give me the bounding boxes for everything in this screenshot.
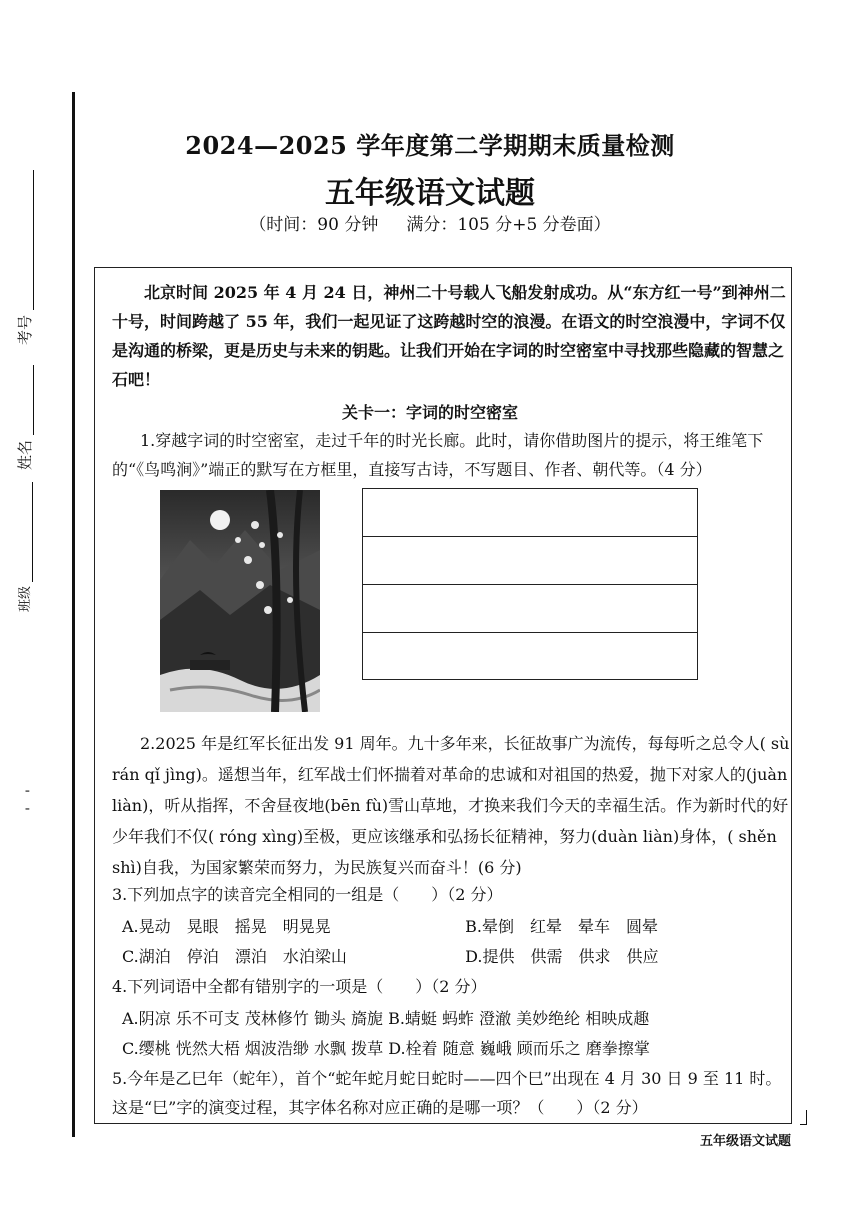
frame-corner-mark (800, 1110, 807, 1125)
answer-box[interactable] (362, 488, 698, 680)
page-footer: 五年级语文试题 (700, 1134, 792, 1149)
exam-title: 2024—2025 学年度第二学期期末质量检测 (185, 131, 675, 160)
class-field[interactable] (14, 482, 33, 612)
q4-options-row-2: C.缨桃 恍然大梧 烟波浩缈 水飘 拨草 D.栓着 随意 巍峨 顾而乐之 磨拳擦掌 (122, 1039, 650, 1058)
class-label: 班级 (18, 585, 33, 612)
paper-title: 五年级语文试题 (325, 176, 535, 211)
q3-option-c: C.湖泊 停泊 漂泊 水泊梁山 (122, 947, 347, 966)
answer-line (363, 584, 697, 585)
question-1: 1.穿越字词的时空密室，走过千年的时光长廊。此时，请你借助图片的提示，将王维笔下的“《鸟鸣涧》”端正的默写在方框里，直接写古诗，不写题目、作者、朝代等。（4 分） (112, 431, 764, 479)
answer-line (363, 632, 697, 633)
exam-score: 满分：105 分+5 分卷面） (406, 215, 611, 235)
exam-number-label: 考号 (16, 314, 34, 345)
exam-info (0, 210, 860, 235)
section-title: 关卡一：字词的时空密室 (341, 403, 518, 422)
q3-options-row-1 (122, 914, 658, 937)
moon-icon (210, 510, 230, 530)
poem-illustration (160, 490, 320, 712)
q3-option-b: B.晕倒 红晕 晕车 圆晕 (465, 917, 659, 936)
question-4: 4.下列词语中全都有错别字的一项是（ ）（2 分） (112, 977, 487, 996)
margin-mark: ' ' (23, 789, 40, 811)
answer-line (363, 536, 697, 537)
name-label: 姓名 (16, 439, 34, 470)
question-3: 3.下列加点字的读音完全相同的一组是（ ）（2 分） (112, 885, 503, 904)
q3-options-row-2 (122, 944, 659, 967)
exam-time: （时间：90 分钟 (249, 215, 379, 235)
intro-paragraph: 北京时间 2025 年 4 月 24 日，神州二十号载人飞船发射成功。从“东方红一号”到神州二十号，时间跨越了 55 年，我们一起见证了这跨越时空的浪漫。在语文的时空浪漫中，字词不仅是沟通的桥梁，更是历史与未来的钥匙。让我们开始在字词的时空密室中寻找那些隐藏的智慧之石吧！ (112, 283, 786, 389)
q3-option-a: A.晃动 晃眼 摇晃 明晃晃 (122, 917, 331, 936)
q3-option-d: D.提供 供需 供求 供应 (465, 947, 659, 966)
binding-line (72, 92, 75, 1137)
question-5: 5.今年是乙巳年（蛇年），首个“蛇年蛇月蛇日蛇时——四个巳”出现在 4 月 30 日 9 至 11 时。这是“巳”字的演变过程，其字体名称对应正确的是哪一项？（ ）（2 分） (112, 1069, 782, 1117)
question-2: 2.2025 年是红军长征出发 91 周年。九十多年来，长征故事广为流传，每每听之总令人( sù rán qǐ jìng)。遥想当年，红军战士们怀揣着对革命的忠诚和对祖国的热爱，抛下对家人的(juàn liàn)，听从指挥，不舍昼夜地(bēn fù)雪山草地，才换来我们今天的幸福生活。作为新时代的好少年我们不仅( róng xìng)至极，更应该继承和弘扬长征精神，努力(duàn liàn)身体，( shěn shì)自我，为国家繁荣而努力，为民族复兴而奋斗！(6 分) (112, 734, 790, 877)
q4-options-row-1: A.阴凉 乐不可支 茂林修竹 锄头 旖旎 B.蜻蜓 蚂蚱 澄澈 美妙绝纶 相映成趣 (122, 1009, 650, 1028)
